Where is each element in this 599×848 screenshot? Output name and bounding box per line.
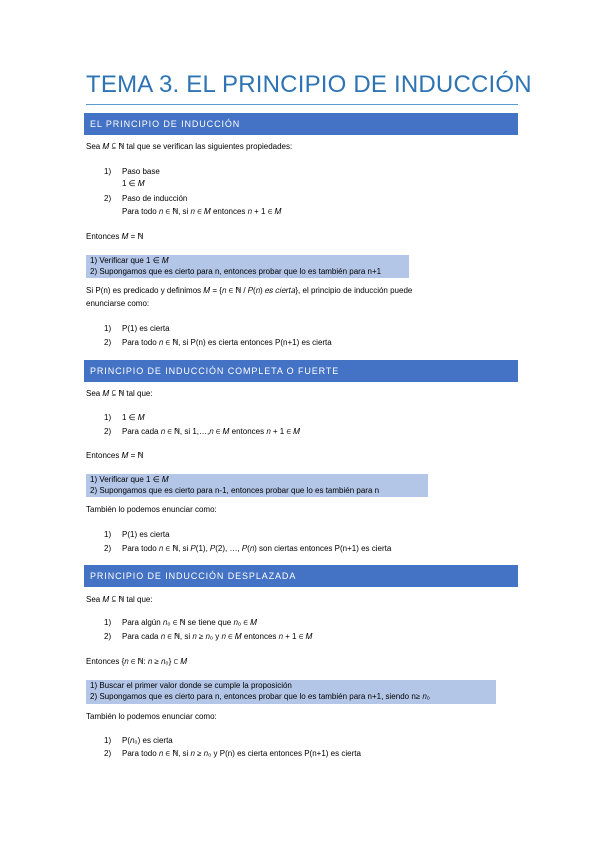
- list-number: 2): [104, 544, 112, 553]
- highlight-line: 2) Supongamos que es cierto para n-1, entonces probar que lo es también para n: [90, 486, 380, 495]
- highlight-box: [86, 680, 496, 704]
- section-heading-desplazada: PRINCIPIO DE INDUCCIÓN DESPLAZADA: [84, 565, 518, 587]
- list-number: 1): [104, 530, 112, 539]
- list-number: 2): [104, 749, 112, 758]
- section1-conclusion: Entonces 𝑀 = ℕ: [86, 232, 144, 241]
- list-item: Para todo 𝑛 ∈ ℕ, si 𝑃(1), 𝑃(2), …, 𝑃(𝑛) son ciertas entonces P(n+1) es cierta: [122, 544, 392, 553]
- item-detail: Para todo 𝑛 ∈ ℕ, si 𝑛 ∈ 𝑀 entonces 𝑛 + 1 ∈ 𝑀: [122, 207, 282, 216]
- item-number: 2): [104, 632, 112, 641]
- section-heading-induccion: EL PRINCIPIO DE INDUCCIÓN: [84, 113, 518, 135]
- section3-conclusion: Entonces {𝑛 ∈ ℕ: 𝑛 ≥ 𝑛₀} ⊂ 𝑀: [86, 657, 188, 666]
- item-label-paso-induccion: Paso de inducción: [122, 194, 188, 203]
- item-number: 2): [104, 194, 112, 203]
- highlight-line: 2) Supongamos que es cierto para n, entonces probar que lo es también para n+1, siendo n≥ 𝑛₀: [90, 692, 430, 701]
- item-number: 2): [104, 427, 112, 436]
- list-number: 1): [104, 324, 112, 333]
- title-underline: [86, 104, 518, 105]
- item-label-paso-base: Paso base: [122, 167, 160, 176]
- item-text: Para cada 𝑛 ∈ ℕ, si 1,…,𝑛 ∈ 𝑀 entonces 𝑛 + 1 ∈ 𝑀: [122, 427, 301, 436]
- section-heading-completa: PRINCIPIO DE INDUCCIÓN COMPLETA O FUERTE: [84, 360, 518, 382]
- highlight-line: 1) Verificar que 1 ∈ 𝑀: [90, 475, 169, 484]
- item-text: 1 ∈ 𝑀: [122, 413, 145, 422]
- section3-intro: Sea 𝑀 ⊆ ℕ tal que:: [86, 595, 153, 604]
- section3-also: También lo podemos enunciar como:: [86, 712, 217, 721]
- item-number: 1): [104, 618, 112, 627]
- item-text: Para algún 𝑛₀ ∈ ℕ se tiene que 𝑛₀ ∈ 𝑀: [122, 618, 257, 627]
- list-item: Para todo 𝑛 ∈ ℕ, si P(n) es cierta entonces P(n+1) es cierta: [122, 338, 332, 347]
- list-item: P(1) es cierta: [122, 530, 170, 539]
- highlight-box: [86, 474, 428, 497]
- paragraph-line: Si P(n) es predicado y definimos 𝑀 = {𝑛 ∈ ℕ / 𝑃(𝑛) 𝑒𝑠 𝑐𝑖𝑒𝑟𝑡𝑎}, el principio de inducción puede: [86, 286, 413, 295]
- item-text: Para cada 𝑛 ∈ ℕ, si 𝑛 ≥ 𝑛₀ y 𝑛 ∈ 𝑀 entonces 𝑛 + 1 ∈ 𝑀: [122, 632, 313, 641]
- list-item: Para todo 𝑛 ∈ ℕ, si 𝑛 ≥ 𝑛₀ y P(n) es cierta entonces P(n+1) es cierta: [122, 749, 361, 758]
- section2-intro: Sea 𝑀 ⊆ ℕ tal que:: [86, 389, 153, 398]
- page-title: TEMA 3. EL PRINCIPIO DE INDUCCIÓN: [86, 71, 532, 98]
- item-detail: 1 ∈ 𝑀: [122, 179, 145, 188]
- paragraph-line: enunciarse como:: [86, 299, 150, 308]
- item-number: 1): [104, 413, 112, 422]
- section2-conclusion: Entonces 𝑀 = ℕ: [86, 451, 144, 460]
- section1-intro: Sea 𝑀 ⊆ ℕ tal que se verifican las siguientes propiedades:: [86, 142, 293, 151]
- list-number: 1): [104, 736, 112, 745]
- list-number: 2): [104, 338, 112, 347]
- list-item: P(𝑛₀) es cierta: [122, 736, 173, 745]
- list-item: P(1) es cierta: [122, 324, 170, 333]
- item-number: 1): [104, 167, 112, 176]
- highlight-line: 1) Verificar que 1 ∈ 𝑀: [90, 256, 169, 265]
- section2-also: También lo podemos enunciar como:: [86, 505, 217, 514]
- highlight-line: 1) Buscar el primer valor donde se cumple la proposición: [90, 681, 292, 690]
- highlight-line: 2) Supongamos que es cierto para n, entonces probar que lo es también para n+1: [90, 267, 382, 276]
- highlight-box: [86, 255, 409, 278]
